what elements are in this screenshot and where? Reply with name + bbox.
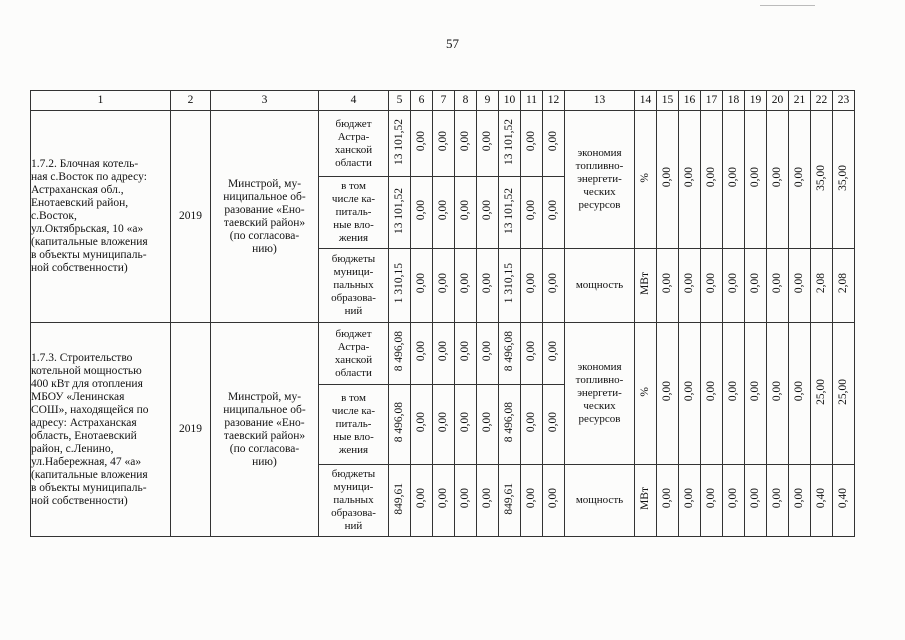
indicator-value-text: 0,40 [837, 488, 849, 509]
description-line: (капитальные вложения [31, 236, 148, 248]
funding-value-text: 0,00 [437, 488, 449, 509]
indicator-value [723, 249, 745, 323]
funding-value [411, 111, 433, 177]
funding-source-line: бюджет [335, 327, 372, 340]
header-cell: 18 [723, 91, 745, 111]
indicator-value-text: 0,00 [793, 273, 805, 294]
funding-value-text: 0,00 [415, 341, 427, 362]
funding-value [499, 177, 521, 249]
indicator-value [789, 465, 811, 537]
header-cell: 19 [745, 91, 767, 111]
indicator-value [767, 249, 789, 323]
indicator-value-text: 0,00 [705, 273, 717, 294]
funding-value-text: 0,00 [547, 273, 559, 294]
header-cell: 23 [833, 91, 855, 111]
funding-value-text: 0,00 [459, 273, 471, 294]
scan-mark [760, 5, 815, 6]
funding-value [499, 249, 521, 323]
indicator-name [565, 465, 635, 537]
indicator-value-text: 0,00 [661, 167, 673, 188]
funding-value-text: 0,00 [525, 341, 537, 362]
indicator-value-text: 0,00 [771, 381, 783, 402]
funding-value [543, 465, 565, 537]
funding-source-line: образова- [331, 507, 376, 519]
indicator-value-text: 0,00 [793, 381, 805, 402]
indicator-name-line: ческих [583, 400, 616, 412]
funding-value-text: 0,00 [547, 341, 559, 362]
header-cell: 21 [789, 91, 811, 111]
indicator-name-line: мощность [575, 494, 624, 506]
funding-value [477, 465, 499, 537]
funding-value [455, 249, 477, 323]
funding-value [477, 323, 499, 385]
funding-value-text: 0,00 [481, 341, 493, 362]
indicator-value-text: 0,00 [705, 167, 717, 188]
year-cell: 2019 [171, 323, 211, 537]
header-cell: 22 [811, 91, 833, 111]
funding-source-line: образова- [331, 292, 376, 304]
indicator-value [789, 111, 811, 249]
header-row [31, 91, 855, 111]
funding-value-text: 0,00 [481, 412, 493, 433]
indicator-value [701, 111, 723, 249]
executor-line: нию) [252, 455, 277, 468]
funding-source [319, 177, 389, 249]
funding-value [543, 385, 565, 465]
indicator-value [745, 111, 767, 249]
funding-value [455, 177, 477, 249]
description-line: ной собственности) [31, 262, 128, 274]
funding-source-line: ний [344, 520, 363, 532]
funding-value-text: 0,00 [415, 131, 427, 152]
description-line: адресу: Астраханская [31, 416, 137, 429]
header-cell: 7 [433, 91, 455, 111]
funding-value [499, 323, 521, 385]
indicator-name-line: ческих [583, 186, 616, 198]
indicator-value [745, 465, 767, 537]
funding-source-line: ханской [334, 353, 373, 366]
indicator-value [833, 111, 855, 249]
funding-value-text: 849,61 [393, 482, 405, 515]
indicator-value [657, 249, 679, 323]
funding-source [319, 249, 389, 323]
indicator-unit [635, 323, 657, 465]
header-cell: 3 [211, 91, 319, 111]
indicator-value [679, 323, 701, 465]
executor-line: Минстрой, му- [227, 390, 302, 403]
header-cell: 9 [477, 91, 499, 111]
indicator-value-text: 25,00 [815, 378, 827, 405]
description-line: ул.Набережная, 47 «а» [31, 455, 142, 468]
executor-line: таевский район» [223, 216, 306, 229]
indicator-name-line: экономия [577, 147, 622, 159]
funding-value [389, 465, 411, 537]
funding-value [433, 323, 455, 385]
indicator-value-text: 0,00 [683, 273, 695, 294]
funding-source-line: области [335, 156, 372, 169]
funding-value [433, 385, 455, 465]
header-cell: 8 [455, 91, 477, 111]
funding-source-line: числе ка- [331, 193, 376, 205]
funding-source-line: в том [341, 180, 366, 192]
indicator-value-text: 0,00 [705, 381, 717, 402]
indicator-value [767, 465, 789, 537]
funding-value [411, 323, 433, 385]
funding-value [521, 323, 543, 385]
description-line: Астраханская обл., [31, 184, 124, 196]
executor-line: разование «Ено- [224, 416, 305, 429]
indicator-unit-text: МВт [639, 487, 651, 510]
indicator-name-line: экономия [577, 361, 622, 373]
indicator-value-text: 0,00 [661, 381, 673, 402]
indicator-value [811, 111, 833, 249]
funding-value [389, 111, 411, 177]
funding-value [499, 465, 521, 537]
funding-value [389, 323, 411, 385]
measure-description [31, 323, 171, 537]
funding-value [543, 111, 565, 177]
indicator-value [811, 249, 833, 323]
funding-value-text: 8 496,08 [393, 402, 405, 443]
description-line: 1.7.3. Строительство [31, 351, 133, 364]
executor-line: разование «Ено- [224, 203, 305, 216]
funding-value-text: 1 310,15 [503, 263, 515, 304]
executor-line: таевский район» [223, 429, 306, 442]
funding-value [411, 177, 433, 249]
header-cell: 11 [521, 91, 543, 111]
header-cell: 15 [657, 91, 679, 111]
funding-value-text: 8 496,08 [393, 331, 405, 372]
indicator-value-text: 0,00 [727, 273, 739, 294]
funding-value-text: 0,00 [481, 131, 493, 152]
header-cell: 10 [499, 91, 521, 111]
funding-value [389, 385, 411, 465]
funding-source-line: ные вло- [333, 431, 374, 443]
indicator-value [723, 465, 745, 537]
funding-value-text: 0,00 [437, 200, 449, 221]
indicator-value-text: 0,00 [683, 488, 695, 509]
funding-value-text: 0,00 [481, 273, 493, 294]
funding-value-text: 0,00 [525, 412, 537, 433]
table-row [31, 111, 855, 177]
funding-value [521, 111, 543, 177]
indicator-value-text: 35,00 [815, 164, 827, 191]
description-line: ной собственности) [31, 494, 128, 507]
indicator-name-line: энергети- [577, 387, 622, 399]
funding-value-text: 0,00 [415, 200, 427, 221]
funding-value-text: 13 101,52 [503, 118, 515, 165]
indicator-value [701, 249, 723, 323]
funding-value-text: 13 101,52 [503, 187, 515, 234]
funding-value [411, 385, 433, 465]
executor-cell [211, 323, 319, 537]
funding-source-line: питаль- [335, 418, 372, 430]
indicator-name [565, 111, 635, 249]
indicator-name-line: топливно- [575, 374, 624, 386]
funding-value [521, 385, 543, 465]
indicator-value-text: 0,00 [771, 273, 783, 294]
funding-value [499, 111, 521, 177]
funding-value-text: 0,00 [525, 200, 537, 221]
indicator-value-text: 0,00 [661, 488, 673, 509]
executor-line: нию) [252, 242, 277, 255]
indicator-value [723, 323, 745, 465]
funding-source [319, 111, 389, 177]
funding-source-line: ний [344, 305, 363, 317]
funding-value [521, 465, 543, 537]
indicator-value-text: 0,00 [749, 488, 761, 509]
header-cell: 4 [319, 91, 389, 111]
description-line: ул.Октябрьская, 10 «а» [31, 223, 144, 235]
indicator-name [565, 323, 635, 465]
description-line: в объекты муниципаль- [31, 481, 147, 494]
indicator-value-text: 0,00 [683, 381, 695, 402]
description-line: Енотаевский район, [31, 197, 129, 209]
funding-source-line: Астра- [337, 340, 370, 353]
funding-value [543, 249, 565, 323]
indicator-unit-text: % [639, 386, 651, 397]
funding-value [543, 177, 565, 249]
funding-value-text: 0,00 [437, 131, 449, 152]
indicator-value-text: 0,00 [771, 488, 783, 509]
header-cell: 20 [767, 91, 789, 111]
funding-value [477, 249, 499, 323]
funding-source-line: жения [338, 232, 369, 244]
indicator-value-text: 35,00 [837, 164, 849, 191]
funding-value-text: 0,00 [437, 341, 449, 362]
description-line: в объекты муниципаль- [31, 249, 147, 261]
funding-value [499, 385, 521, 465]
indicator-value-text: 0,00 [727, 488, 739, 509]
funding-source-line: муници- [333, 481, 374, 493]
indicator-value [745, 249, 767, 323]
indicator-value [789, 249, 811, 323]
funding-value-text: 0,00 [547, 412, 559, 433]
description-line: ная с.Восток по адресу: [31, 171, 147, 183]
indicator-name-line: мощность [575, 279, 624, 291]
funding-value-text: 13 101,52 [393, 118, 405, 165]
funding-value-text: 0,00 [481, 200, 493, 221]
indicator-value [657, 111, 679, 249]
indicator-value-text: 0,00 [771, 167, 783, 188]
indicator-value-text: 0,00 [661, 273, 673, 294]
indicator-value [679, 465, 701, 537]
indicator-value [679, 111, 701, 249]
indicator-value [745, 323, 767, 465]
funding-value-text: 0,00 [459, 341, 471, 362]
funding-value [543, 323, 565, 385]
executor-line: (по согласова- [229, 229, 300, 242]
indicator-value [679, 249, 701, 323]
indicator-unit [635, 465, 657, 537]
funding-value-text: 0,00 [547, 488, 559, 509]
executor-line: (по согласова- [229, 442, 300, 455]
indicator-name-line: энергети- [577, 173, 622, 185]
indicator-value [833, 465, 855, 537]
funding-value-text: 0,00 [481, 488, 493, 509]
header-cell: 16 [679, 91, 701, 111]
funding-value-text: 1 310,15 [393, 263, 405, 304]
funding-value [433, 249, 455, 323]
funding-value-text: 0,00 [415, 488, 427, 509]
funding-value-text: 8 496,08 [503, 331, 515, 372]
funding-value [477, 111, 499, 177]
table-row [31, 323, 855, 385]
description-line: котельной мощностью [31, 364, 142, 377]
indicator-value [811, 323, 833, 465]
executor-line: ниципальное об- [223, 403, 306, 416]
funding-value-text: 0,00 [459, 488, 471, 509]
funding-source-line: бюджеты [331, 253, 376, 265]
indicator-value [657, 323, 679, 465]
indicator-value-text: 0,00 [749, 167, 761, 188]
indicator-value-text: 2,08 [837, 273, 849, 294]
funding-source-line: пальных [333, 279, 374, 291]
indicator-value [767, 111, 789, 249]
funding-source [319, 323, 389, 385]
funding-value [389, 177, 411, 249]
indicator-value-text: 0,00 [705, 488, 717, 509]
indicator-unit [635, 111, 657, 249]
funding-source-line: жения [338, 444, 369, 456]
header-cell: 12 [543, 91, 565, 111]
funding-value [455, 111, 477, 177]
header-cell: 1 [31, 91, 171, 111]
funding-source-line: в том [341, 392, 366, 404]
year-cell: 2019 [171, 111, 211, 323]
funding-value-text: 0,00 [525, 488, 537, 509]
funding-value-text: 8 496,08 [503, 402, 515, 443]
funding-value [433, 465, 455, 537]
header-cell: 2 [171, 91, 211, 111]
funding-value [521, 177, 543, 249]
indicator-value-text: 0,00 [749, 381, 761, 402]
indicator-value [811, 465, 833, 537]
funding-value [433, 177, 455, 249]
description-line: (капитальные вложения [31, 468, 148, 481]
funding-value [389, 249, 411, 323]
funding-value [411, 465, 433, 537]
funding-value-text: 0,00 [437, 273, 449, 294]
page-number: 57 [446, 36, 459, 51]
funding-value [477, 177, 499, 249]
funding-source-line: Астра- [337, 130, 370, 143]
funding-value [455, 323, 477, 385]
description-line: район, с.Ленино, [31, 442, 114, 455]
indicator-value-text: 0,40 [815, 488, 827, 509]
indicator-name-line: ресурсов [578, 413, 621, 425]
indicator-value [701, 465, 723, 537]
description-line: область, Енотаевский [31, 429, 137, 442]
indicator-value [723, 111, 745, 249]
indicator-name [565, 249, 635, 323]
funding-value-text: 0,00 [459, 131, 471, 152]
header-cell: 6 [411, 91, 433, 111]
funding-source-line: муници- [333, 266, 374, 278]
funding-value-text: 849,61 [503, 482, 515, 515]
indicator-value [657, 465, 679, 537]
funding-value [455, 385, 477, 465]
description-line: МБОУ «Ленинская [31, 390, 125, 403]
description-line: 1.7.2. Блочная котель- [31, 158, 139, 170]
funding-source-line: числе ка- [331, 405, 376, 417]
header-cell: 13 [565, 91, 635, 111]
indicator-value-text: 25,00 [837, 378, 849, 405]
funding-value-text: 0,00 [459, 200, 471, 221]
funding-value [521, 249, 543, 323]
funding-source-line: питаль- [335, 206, 372, 218]
executor-line: Минстрой, му- [227, 177, 302, 190]
indicator-value [701, 323, 723, 465]
indicator-unit-text: МВт [639, 272, 651, 295]
funding-source-line: пальных [333, 494, 374, 506]
funding-value [455, 465, 477, 537]
funding-value [411, 249, 433, 323]
funding-value-text: 0,00 [525, 273, 537, 294]
funding-value-text: 0,00 [437, 412, 449, 433]
funding-source-line: бюджет [335, 117, 372, 130]
executor-cell [211, 111, 319, 323]
indicator-value-text: 0,00 [727, 381, 739, 402]
description-line: 400 кВт для отопления [31, 377, 143, 390]
indicator-value [833, 249, 855, 323]
indicator-unit-text: % [639, 172, 651, 183]
indicator-value [767, 323, 789, 465]
indicator-value-text: 0,00 [749, 273, 761, 294]
indicator-value-text: 2,08 [815, 273, 827, 294]
funding-source-line: ханской [334, 143, 373, 156]
indicator-value-text: 0,00 [793, 167, 805, 188]
measure-description [31, 111, 171, 323]
indicator-unit [635, 249, 657, 323]
indicator-value [833, 323, 855, 465]
indicator-value-text: 0,00 [727, 167, 739, 188]
funding-value-text: 0,00 [415, 412, 427, 433]
funding-value-text: 0,00 [459, 412, 471, 433]
indicator-value-text: 0,00 [793, 488, 805, 509]
funding-value-text: 0,00 [547, 131, 559, 152]
header-cell: 17 [701, 91, 723, 111]
funding-value-text: 0,00 [547, 200, 559, 221]
indicator-name-line: ресурсов [578, 199, 621, 211]
funding-source [319, 385, 389, 465]
funding-source-line: области [335, 366, 372, 379]
indicator-value-text: 0,00 [683, 167, 695, 188]
funding-value-text: 0,00 [525, 131, 537, 152]
funding-value [433, 111, 455, 177]
executor-line: ниципальное об- [223, 190, 306, 203]
funding-value-text: 13 101,52 [393, 187, 405, 234]
header-cell: 14 [635, 91, 657, 111]
description-line: с.Восток, [31, 210, 77, 222]
program-table [30, 90, 855, 537]
indicator-name-line: топливно- [575, 160, 624, 172]
funding-value-text: 0,00 [415, 273, 427, 294]
indicator-value [789, 323, 811, 465]
funding-value [477, 385, 499, 465]
description-line: СОШ», находящейся по [31, 403, 149, 416]
funding-source-line: бюджеты [331, 468, 376, 480]
funding-source [319, 465, 389, 537]
funding-source-line: ные вло- [333, 219, 374, 231]
header-cell: 5 [389, 91, 411, 111]
